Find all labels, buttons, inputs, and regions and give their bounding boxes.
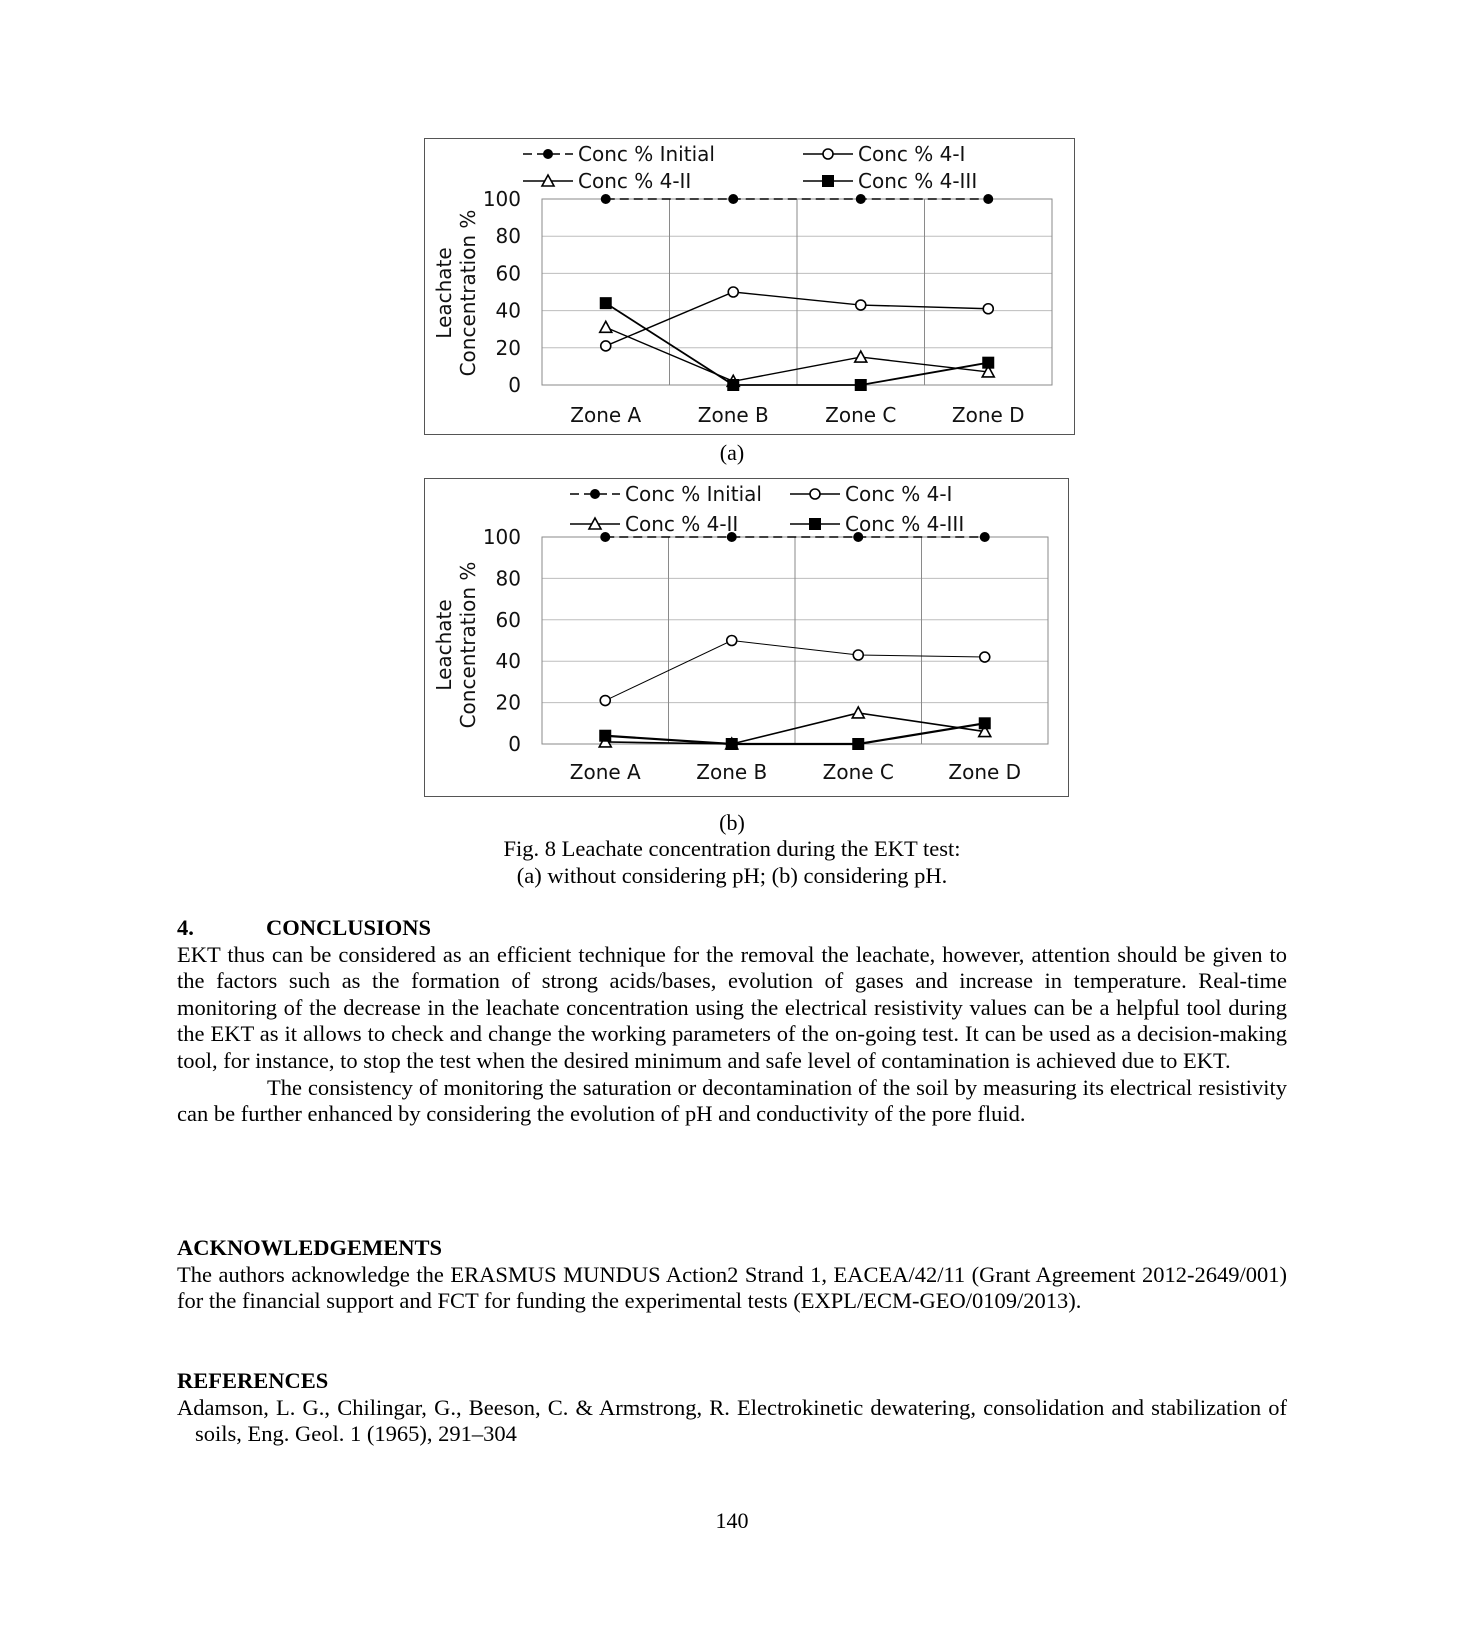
y-axis-label-line1: Leachate — [432, 599, 456, 691]
data-point — [728, 287, 738, 297]
y-tick-label: 20 — [495, 335, 521, 360]
legend-label: Conc % Initial — [578, 142, 715, 166]
section-number: 4. — [177, 915, 194, 940]
x-tick-label: Zone D — [948, 760, 1022, 784]
section-title: CONCLUSIONS — [266, 915, 432, 940]
legend-marker — [823, 149, 833, 159]
legend-marker — [822, 175, 834, 187]
x-tick-label: Zone B — [697, 403, 769, 427]
acknowledgements-text: The authors acknowledge the ERASMUS MUNDUS Action2 Strand 1, EACEA/42/11 (Grant Agreement 2012-2649/001) for the financial support and FCT for funding the experimental tests (EXPL/ECM-GEO/0109/2013). — [177, 1261, 1287, 1314]
legend-item — [803, 169, 977, 193]
data-point — [983, 304, 993, 314]
x-tick-label: Zone C — [825, 403, 897, 427]
y-tick-label: 40 — [495, 649, 521, 674]
data-point — [600, 532, 610, 542]
legend-label: Conc % 4-I — [858, 142, 966, 166]
data-point — [856, 300, 866, 310]
data-point — [980, 652, 990, 662]
data-point — [600, 696, 610, 706]
figure-caption — [0, 835, 1464, 889]
data-point — [600, 297, 612, 309]
data-point — [853, 650, 863, 660]
gridlines — [542, 537, 1048, 744]
y-axis-label — [432, 562, 480, 729]
legend — [523, 142, 977, 193]
y-axis-label-line1: Leachate — [432, 247, 456, 339]
data-point — [979, 717, 991, 729]
x-tick-label: Zone B — [696, 760, 768, 784]
references-section — [177, 1368, 1287, 1448]
references-heading: REFERENCES — [177, 1368, 329, 1393]
legend-label: Conc % 4-III — [845, 512, 965, 536]
y-tick-label: 100 — [482, 187, 521, 211]
legend-label: Conc % 4-I — [845, 482, 953, 506]
chart-panel-b — [424, 478, 1069, 797]
legend — [570, 482, 964, 536]
data-point — [599, 730, 611, 742]
y-tick-label: 60 — [495, 607, 521, 632]
gridlines — [542, 199, 1052, 385]
legend-label: Conc % Initial — [625, 482, 762, 506]
legend-label: Conc % 4-II — [578, 169, 692, 193]
legend-item — [790, 482, 952, 506]
legend-item — [523, 169, 691, 193]
y-axis-label-line2: Concentration % — [456, 561, 480, 729]
data-point — [601, 194, 611, 204]
data-point — [982, 357, 994, 369]
data-point — [727, 379, 739, 391]
chart-b-svg — [425, 479, 1070, 798]
data-point — [983, 194, 993, 204]
chart-a-svg — [425, 139, 1076, 436]
legend-label: Conc % 4-II — [625, 512, 739, 536]
y-tick-label: 20 — [495, 690, 521, 715]
figure-caption-line1: Fig. 8 Leachate concentration during the EKT test: — [503, 836, 961, 861]
chart-panel-a — [424, 138, 1075, 435]
figure-caption-line2: (a) without considering pH; (b) considering pH. — [516, 863, 948, 888]
y-tick-label: 80 — [495, 224, 521, 249]
data-point — [727, 636, 737, 646]
x-tick-label: Zone A — [569, 760, 641, 784]
y-tick-label: 0 — [508, 373, 521, 397]
legend-marker — [810, 489, 820, 499]
reference-item: Adamson, L. G., Chilingar, G., Beeson, C. & Armstrong, R. Electrokinetic dewatering, consolidation and stabilization of soils, Eng. Geol. 1 (1965), 291–304 — [177, 1394, 1287, 1447]
data-point — [728, 194, 738, 204]
data-point — [600, 321, 612, 332]
conclusions-section — [177, 915, 1287, 1128]
y-tick-label: 100 — [482, 525, 521, 549]
legend-item — [790, 512, 964, 536]
y-tick-label: 60 — [495, 261, 521, 286]
y-tick-label: 80 — [495, 566, 521, 591]
data-point — [856, 194, 866, 204]
data-point — [852, 707, 864, 718]
y-axis-label — [432, 210, 480, 377]
data-point — [852, 738, 864, 750]
data-point — [980, 532, 990, 542]
page-number: 140 — [715, 1508, 749, 1533]
legend-item — [803, 142, 965, 166]
legend-marker — [809, 518, 821, 530]
data-point — [855, 351, 867, 362]
legend-item — [570, 482, 762, 506]
data-point — [855, 379, 867, 391]
y-tick-label: 40 — [495, 298, 521, 323]
panel-label-b: (b) — [719, 810, 745, 835]
x-tick-label: Zone A — [570, 403, 642, 427]
legend-marker — [590, 489, 600, 499]
legend-item — [570, 512, 738, 536]
x-tick-label: Zone D — [951, 403, 1025, 427]
x-tick-label: Zone C — [822, 760, 894, 784]
acknowledgements-section — [177, 1235, 1287, 1315]
acknowledgements-heading: ACKNOWLEDGEMENTS — [177, 1235, 443, 1260]
conclusions-heading — [177, 915, 1287, 942]
conclusions-paragraph-1: EKT thus can be considered as an efficient technique for the removal the leachate, however, attention should be given to the factors such as the formation of strong acids/bases, evolution of gases and increase in temperature. Real-time monitoring of the decrease in the leachate concentration using the electrical resistivity values can be a helpful tool during the EKT as it allows to check and change the working parameters of the on-going test. It can be used as a decision-making tool, for instance, to stop the test when the desired minimum and safe level of contamination is achieved due to EKT. — [177, 941, 1287, 1073]
legend-item — [523, 142, 715, 166]
y-axis-label-line2: Concentration % — [456, 209, 480, 377]
y-tick-label: 0 — [508, 732, 521, 756]
conclusions-paragraph-2: The consistency of monitoring the saturation or decontamination of the soil by measuring its electrical resistivity can be further enhanced by considering the evolution of pH and conductivity of the pore fluid. — [177, 1074, 1287, 1127]
panel-label-a: (a) — [719, 440, 745, 465]
data-point — [601, 341, 611, 351]
data-point — [726, 738, 738, 750]
legend-label: Conc % 4-III — [858, 169, 978, 193]
legend-marker — [543, 149, 553, 159]
